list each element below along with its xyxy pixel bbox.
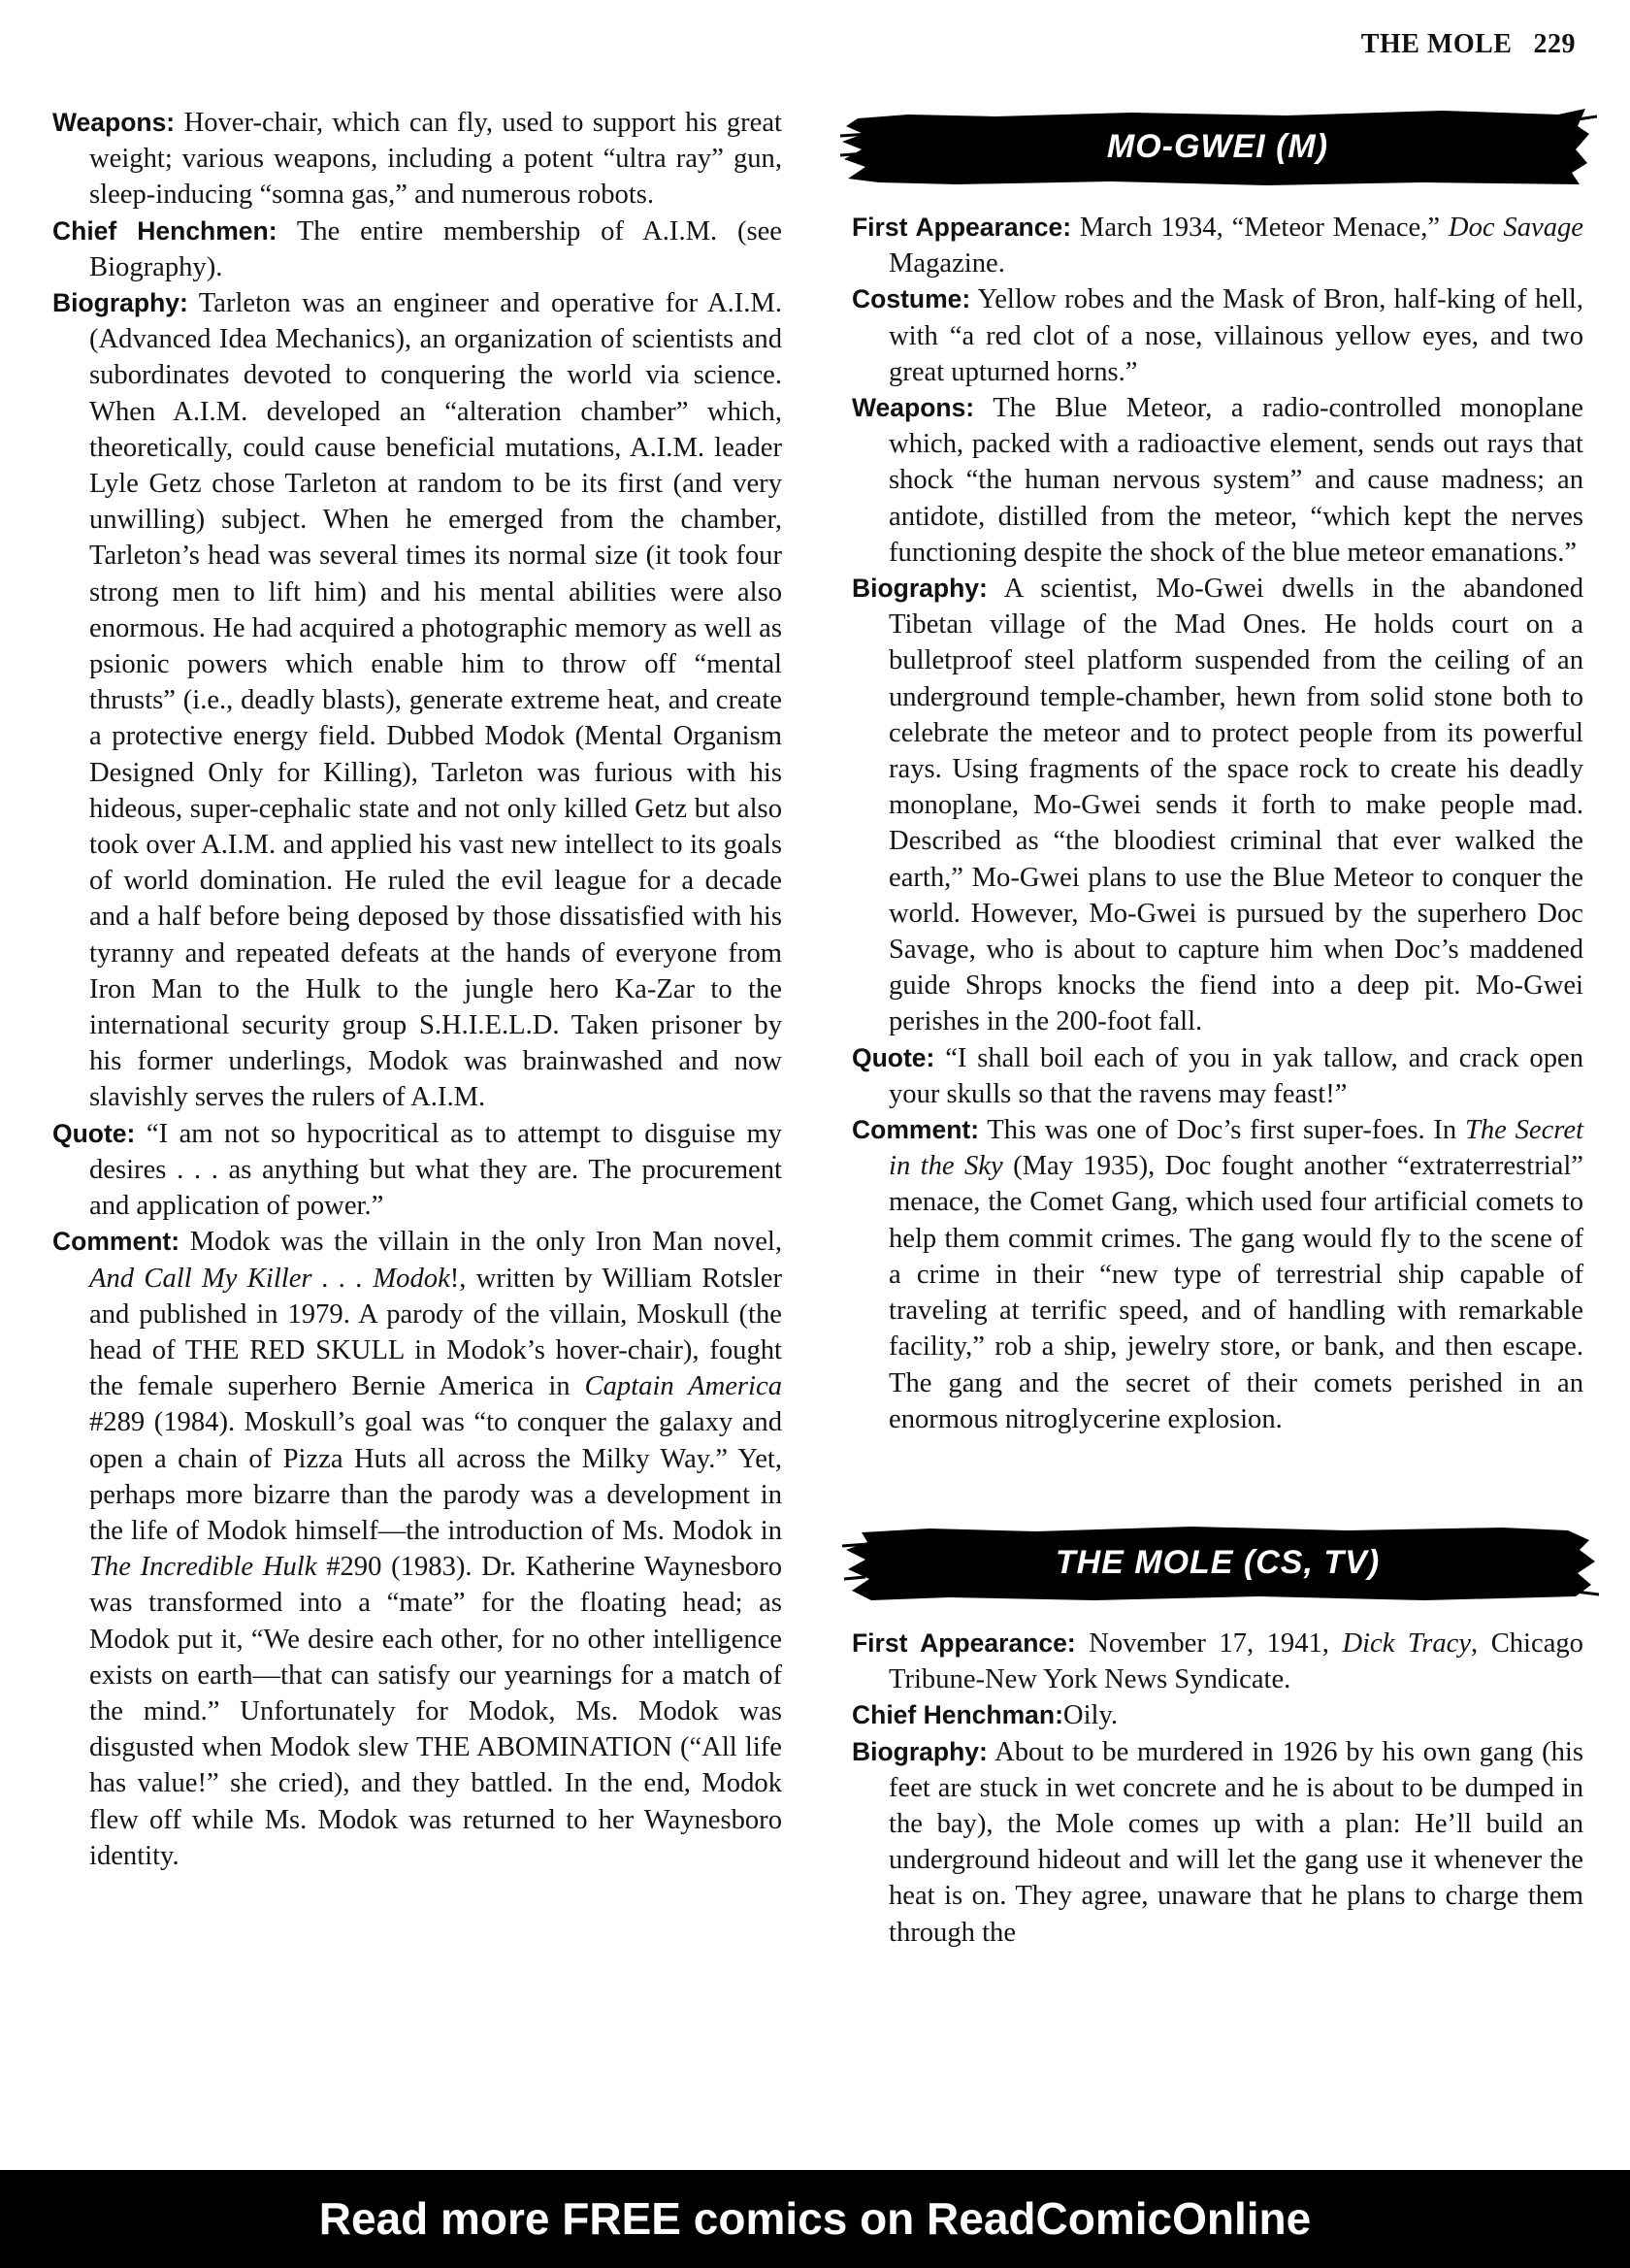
biography-text: A scientist, Mo-Gwei dwells in the abandoned Tibetan village of the Mad Ones. He holds court on a bulletproof steel platform suspended from the ceiling of an underground temple-chamber, hewn from solid stone both to celebrate the meteor and to protect people from its powerful rays. Using fragments of the space rock to create his deadly monoplane, Mo-Gwei sends it forth to make people mad. Described as “the bloodiest criminal that ever walked the earth,” Mo-Gwei plans to use the Blue Meteor to conquer the world. However, Mo-Gwei is pursued by the superhero Doc Savage, who is about to capture him when Doc’s maddened guide Shrops knocks the fiend into a deep pit. Mo-Gwei perishes in the 200-foot fall.	[889, 574, 1583, 1037]
comment-comic-title-1: Captain America	[584, 1371, 782, 1402]
biography-text: Tarleton was an engineer and operative for A.I.M. (Advanced Idea Mechanics), an organization of scientists and subordinates devoted to conquering the world via science. When A.I.M. developed an “alteration chamber” which, theoretically, could cause beneficial mutations, A.I.M. leader Lyle Getz chose Tarleton at random to be its first (and very unwilling) subject. When he emerged from the chamber, Tarleton’s head was several times its normal size (it took four strong men to lift him) and his mental abilities were also enormous. He had acquired a photographic memory as well as psionic powers which enable him to throw off “mental thrusts” (i.e., deadly blasts), generate extreme heat, and create a protective energy field. Dubbed Modok (Mental Organism Designed Only for Killing), Tarleton was furious with his hideous, super-cephalic state and not only killed Getz but also took over A.I.M. and applied his vast new intellect to its goals of world domination. He ruled the evil league for a decade and a half before being deposed by those dissatisfied with his tyranny and repeated defeats at the hands of everyone from Iron Man to the Hulk to the jungle hero Ka-Zar to the international security group S.H.I.E.L.D. Taken prisoner by his former underlings, Modok was brainwashed and now slavishly serves the rulers of A.I.M.	[89, 288, 782, 1113]
costume-label: Costume:	[852, 284, 971, 314]
biography-label: Biography:	[852, 574, 988, 604]
henchmen-text: The entire membership of A.I.M. (see Biography).	[89, 215, 782, 282]
left-column	[52, 105, 782, 1874]
comment-text-1: Modok was the villain in the only Iron Man novel,	[189, 1227, 782, 1258]
first-appearance-magazine: Doc Savage	[1448, 213, 1583, 243]
mogwei-title: MO-GWEI (M)	[1106, 128, 1329, 165]
modok-biography	[52, 285, 782, 1116]
footer-text: Read more FREE comics on ReadComicOnline	[318, 2193, 1312, 2244]
weapons-text: Hover-chair, which can fly, used to support his great weight; various weapons, including a potent “ultra ray” gun, sleep-inducing “somna gas,” and numerous robots.	[89, 108, 782, 211]
henchmen-label: Chief Henchmen:	[52, 215, 277, 246]
section-spacer	[852, 1437, 1583, 1521]
comment-text-2: !, written by William Rotsler and published in 1979. A parody of the villain, Moskull (the head of THE RED SKULL in Modok’s hover-chair), fought the female superhero Bernie America in	[89, 1263, 783, 1402]
first-appearance-label: First Appearance:	[852, 213, 1072, 242]
footer-banner	[0, 2170, 1630, 2268]
running-head-title: THE MOLE	[1360, 29, 1513, 59]
mole-banner	[852, 1521, 1583, 1604]
page-number: 229	[1533, 29, 1576, 59]
modok-weapons	[52, 105, 782, 214]
mogwei-quote	[852, 1040, 1583, 1112]
comment-book-title: And Call My Killer . . . Modok	[89, 1263, 450, 1294]
mogwei-banner	[852, 105, 1583, 188]
modok-henchmen	[52, 214, 782, 285]
quote-label: Quote:	[52, 1118, 136, 1148]
comment-text-3: #289 (1984). Moskull’s goal was “to conquer the galaxy and open a chain of Pizza Huts all across the Milky Way.” Yet, perhaps more bizarre than the parody was a development in the life of Modok himself—the introduction of Ms. Modok in	[89, 1407, 782, 1546]
comment-book-title: The Secret in the Sky	[889, 1115, 1584, 1182]
mogwei-weapons	[852, 390, 1583, 571]
biography-label: Biography:	[852, 1736, 988, 1766]
mole-biography	[852, 1734, 1583, 1951]
weapons-text: The Blue Meteor, a radio-controlled monoplane which, packed with a radioactive element, sends out rays that shock “the human nervous system” and cause madness; an antidote, distilled from the meteor, “which kept the nerves functioning despite the shock of the blue meteor emanations.”	[889, 393, 1584, 568]
right-column	[852, 105, 1583, 1951]
first-appearance-strip: Dick Tracy	[1342, 1627, 1472, 1659]
first-appearance-text-2: Magazine.	[889, 248, 1005, 279]
first-appearance-text-2: , Chicago Tribune-New York News Syndicate.	[889, 1627, 1583, 1695]
comment-text-2: (May 1935), Doc fought another “extraterrestrial” menace, the Comet Gang, which used four artificial comets to help them commit crimes. The gang would fly to the scene of a crime in their “new type of terrestrial ship capable of traveling at terrific speed, and of handling with remarkable facility,” rob a ship, jewelry store, or bank, and then escape. The gang and the secret of their comets perished in an enormous nitroglycerine explosion.	[889, 1151, 1583, 1434]
mogwei-first-appearance	[852, 210, 1583, 281]
costume-text: Yellow robes and the Mask of Bron, half-king of hell, with “a red clot of a nose, villainous yellow eyes, and two great upturned horns.”	[889, 284, 1583, 387]
first-appearance-text-1: March 1934, “Meteor Menace,”	[1079, 213, 1449, 243]
mole-title: THE MOLE (CS, TV)	[1055, 1543, 1381, 1581]
first-appearance-text-1: November 17, 1941,	[1089, 1627, 1343, 1659]
comment-text-4: #290 (1983). Dr. Katherine Waynesboro was transformed into a “mate” for the floating head; as Modok put it, “We desire each other, for no other intelligence exists on earth—that can satisfy our yearnings for a match of the mind.” Unfortunately for Modok, Ms. Modok was disgusted when Modok slew THE ABOMINATION (“All life has value!” she cried), and they battled. In the end, Modok flew off while Ms. Modok was returned to her Waynesboro identity.	[89, 1552, 782, 1871]
henchman-label: Chief Henchman:	[852, 1700, 1063, 1730]
mogwei-comment	[852, 1112, 1583, 1437]
quote-text: “I am not so hypocritical as to attempt to disguise my desires . . . as anything but what they are. The procurement and application of power.”	[89, 1118, 782, 1222]
mole-henchman	[852, 1697, 1583, 1733]
modok-quote	[52, 1116, 782, 1225]
weapons-label: Weapons:	[52, 108, 176, 137]
henchman-text: Oily.	[1062, 1700, 1119, 1731]
quote-text: “I shall boil each of you in yak tallow, and crack open your skulls so that the ravens may feast!”	[889, 1042, 1583, 1109]
mogwei-biography	[852, 571, 1583, 1040]
biography-text: About to be murdered in 1926 by his own gang (his feet are stuck in wet concrete and he is about to be dumped in the bay), the Mole comes up with a plan: He’ll build an underground hideout and will let the gang use it whenever the heat is on. They agree, unaware that he plans to charge them through the	[889, 1736, 1583, 1948]
comment-text-1: This was one of Doc’s first super-foes. In	[987, 1115, 1465, 1146]
quote-label: Quote:	[852, 1042, 935, 1072]
first-appearance-label: First Appearance:	[852, 1627, 1076, 1658]
comment-comic-title-2: The Incredible Hulk	[89, 1552, 317, 1583]
mogwei-costume	[852, 281, 1583, 390]
mole-first-appearance	[852, 1626, 1583, 1697]
comment-label: Comment:	[852, 1115, 980, 1145]
weapons-label: Weapons:	[852, 393, 975, 423]
running-head	[1340, 29, 1576, 68]
modok-comment	[52, 1224, 782, 1874]
biography-label: Biography:	[52, 288, 188, 318]
comment-label: Comment:	[52, 1227, 180, 1257]
